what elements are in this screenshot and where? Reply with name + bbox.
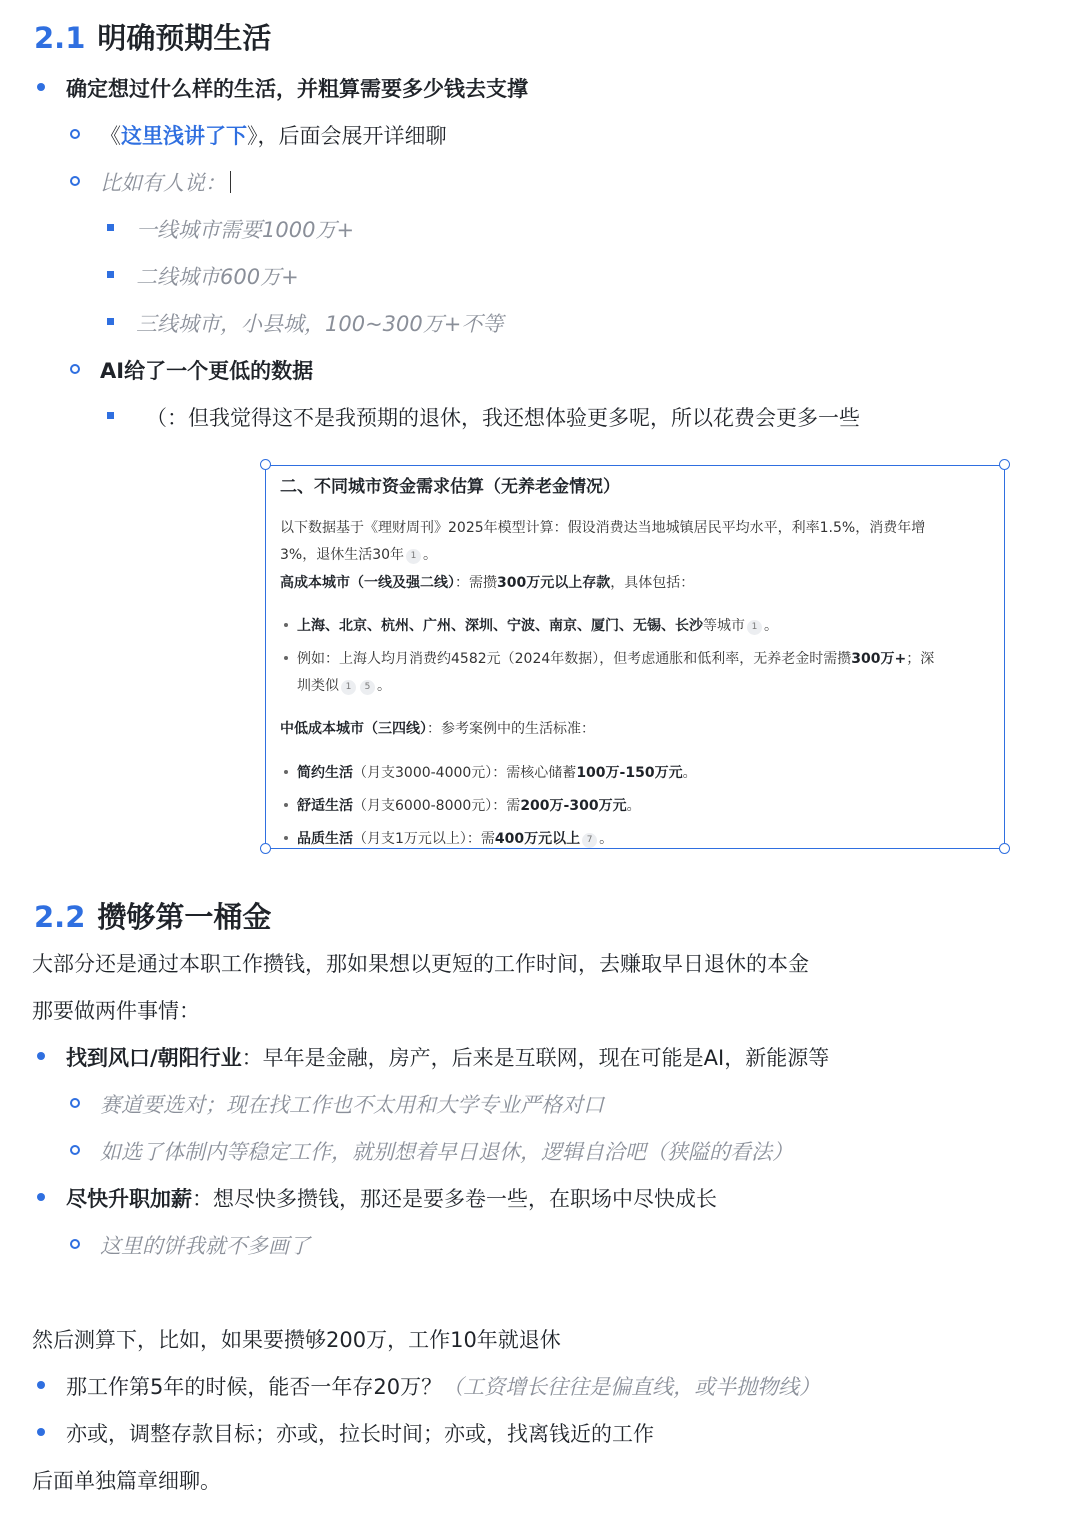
embed-bullet <box>284 836 288 840</box>
embed-bullet <box>284 656 288 660</box>
text: （月支3000-4000元）：需核心储蓄 <box>353 765 577 781</box>
text: 400万元以上 <box>494 831 581 847</box>
list-item: （：但我觉得这不是我预期的退休，我还想体验更多呢，所以花费会更多一些 <box>146 406 860 430</box>
citation-badge[interactable]: 5 <box>360 680 375 695</box>
resize-handle-top-left[interactable] <box>260 459 271 470</box>
text: 》，后面会展开详细聊 <box>247 124 447 148</box>
section-number: 2.1 <box>34 21 86 55</box>
embed-intro <box>280 544 437 564</box>
text: 圳类似 <box>297 678 339 694</box>
text: 中低成本城市（三四线） <box>280 721 427 737</box>
embed-title: 二、不同城市资金需求估算（无养老金情况） <box>280 477 620 497</box>
section-number: 2.2 <box>34 900 86 934</box>
text: 上海、北京、杭州、广州、深圳、宁波、南京、厦门、无锡、长沙 <box>297 618 703 634</box>
embedded-screenshot[interactable] <box>265 465 1005 849</box>
list-item: 这里的饼我就不多画了 <box>100 1234 310 1258</box>
embed-list-item-cont <box>297 675 391 695</box>
bullet-hollow <box>70 129 80 139</box>
embed-intro: 以下数据基于《理财周刊》2025年模型计算：假设消费达当地城镇居民平均水平，利率1.5%，消费年增 <box>280 520 926 536</box>
paragraph: 那要做两件事情： <box>32 999 200 1023</box>
embed-mid-cost <box>280 718 595 738</box>
text: 品质生活 <box>297 831 353 847</box>
list-item: AI给了一个更低的数据 <box>100 359 314 383</box>
article-link[interactable]: 这里浅讲了下 <box>121 124 247 148</box>
bullet-hollow <box>70 1145 80 1155</box>
text: 简约生活 <box>297 765 353 781</box>
text: ；深 <box>906 651 935 667</box>
embed-bullet <box>284 623 288 627</box>
embed-list-item <box>297 795 641 815</box>
list-item: 亦或，调整存款目标；亦或，拉长时间；亦或，找离钱近的工作 <box>66 1422 654 1446</box>
text: （月支6000-8000元）：需 <box>353 798 521 814</box>
embed-list-item <box>297 828 613 848</box>
list-item <box>66 1042 829 1072</box>
text: 等城市 <box>703 618 745 634</box>
list-item <box>100 120 447 150</box>
text: 3%，退休生活30年 <box>280 547 405 563</box>
citation-badge[interactable]: 1 <box>406 549 421 564</box>
paragraph: 大部分还是通过本职工作攒钱，那如果想以更短的工作时间，去赚取早日退休的本金 <box>32 952 809 976</box>
text: 那工作第5年的时候，能否一年存20万？ <box>66 1375 443 1399</box>
bullet-square <box>107 412 114 419</box>
citation-badge[interactable]: 7 <box>582 833 597 848</box>
text: 。 <box>599 831 614 847</box>
text: 300万+ <box>851 651 907 667</box>
bullet-dot <box>37 1052 45 1060</box>
bullet-square <box>107 318 114 325</box>
text: （月支1万元以上）：需 <box>353 831 495 847</box>
text: 尽快升职加薪 <box>66 1187 192 1211</box>
bullet-dot <box>37 1193 45 1201</box>
section-heading-2-1 <box>34 16 271 57</box>
bullet-square <box>107 224 114 231</box>
list-item[interactable] <box>100 167 231 197</box>
list-item: 赛道要选对；现在找工作也不太用和大学专业严格对口 <box>100 1093 604 1117</box>
bullet-hollow <box>70 1239 80 1249</box>
text: 。 <box>764 618 778 634</box>
bullet-square <box>107 271 114 278</box>
list-item: 一线城市需要1000万+ <box>136 218 355 242</box>
embed-high-cost <box>280 572 694 592</box>
resize-handle-bottom-left[interactable] <box>260 843 271 854</box>
text: 300万元以上存款 <box>497 575 611 591</box>
embed-list-item <box>297 648 934 668</box>
text: 舒适生活 <box>297 798 353 814</box>
paragraph: 后面单独篇章细聊。 <box>32 1469 221 1493</box>
text: 找到风口/朝阳行业 <box>66 1046 242 1070</box>
embed-bullet <box>284 803 288 807</box>
embed-list-item <box>297 615 778 635</box>
text: 《 <box>100 124 121 148</box>
paragraph: 然后测算下，比如，如果要攒够200万，工作10年就退休 <box>32 1328 561 1352</box>
text: 。 <box>377 678 391 694</box>
text: 。 <box>682 765 697 781</box>
embed-list-item <box>297 762 697 782</box>
citation-badge[interactable]: 1 <box>747 620 762 635</box>
section-heading-2-2 <box>34 895 271 936</box>
resize-handle-bottom-right[interactable] <box>999 843 1010 854</box>
bullet-dot <box>37 1428 45 1436</box>
text: 100万-150万元 <box>576 765 683 781</box>
bullet-hollow <box>70 1098 80 1108</box>
text: 比如有人说： <box>100 171 226 195</box>
text: 例如：上海人均月消费约4582元（2024年数据），但考虑通胀和低利率，无养老金时需攒 <box>297 651 852 667</box>
text: ：参考案例中的生活标准： <box>427 721 595 737</box>
text: ，具体包括： <box>610 575 695 591</box>
list-item: 如选了体制内等稳定工作，就别想着早日退休，逻辑自洽吧（狭隘的看法） <box>100 1140 793 1164</box>
list-item <box>66 1183 717 1213</box>
bullet-dot <box>37 83 45 91</box>
list-item: 二线城市600万+ <box>136 265 299 289</box>
section-title: 攒够第一桶金 <box>97 900 272 934</box>
bullet-dot <box>37 1381 45 1389</box>
text: 200万-300万元 <box>520 798 627 814</box>
resize-handle-top-right[interactable] <box>999 459 1010 470</box>
text: 高成本城市（一线及强二线） <box>280 575 455 591</box>
list-item: 三线城市，小县城，100~300万+不等 <box>136 312 504 336</box>
text: ：想尽快多攒钱，那还是要多卷一些，在职场中尽快成长 <box>192 1187 717 1211</box>
list-item: 确定想过什么样的生活，并粗算需要多少钱去支撑 <box>66 77 528 101</box>
bullet-hollow <box>70 364 80 374</box>
text: ：需攒 <box>455 575 497 591</box>
bullet-hollow <box>70 176 80 186</box>
citation-badge[interactable]: 1 <box>341 680 356 695</box>
text: ：早年是金融，房产，后来是互联网，现在可能是AI，新能源等 <box>241 1046 830 1070</box>
text: 。 <box>423 547 438 563</box>
list-item <box>66 1371 820 1401</box>
section-title: 明确预期生活 <box>97 21 272 55</box>
embed-bullet <box>284 770 288 774</box>
text: （工资增长往往是偏直线，或半抛物线） <box>442 1375 821 1399</box>
text-cursor <box>230 171 231 193</box>
text: 。 <box>626 798 641 814</box>
